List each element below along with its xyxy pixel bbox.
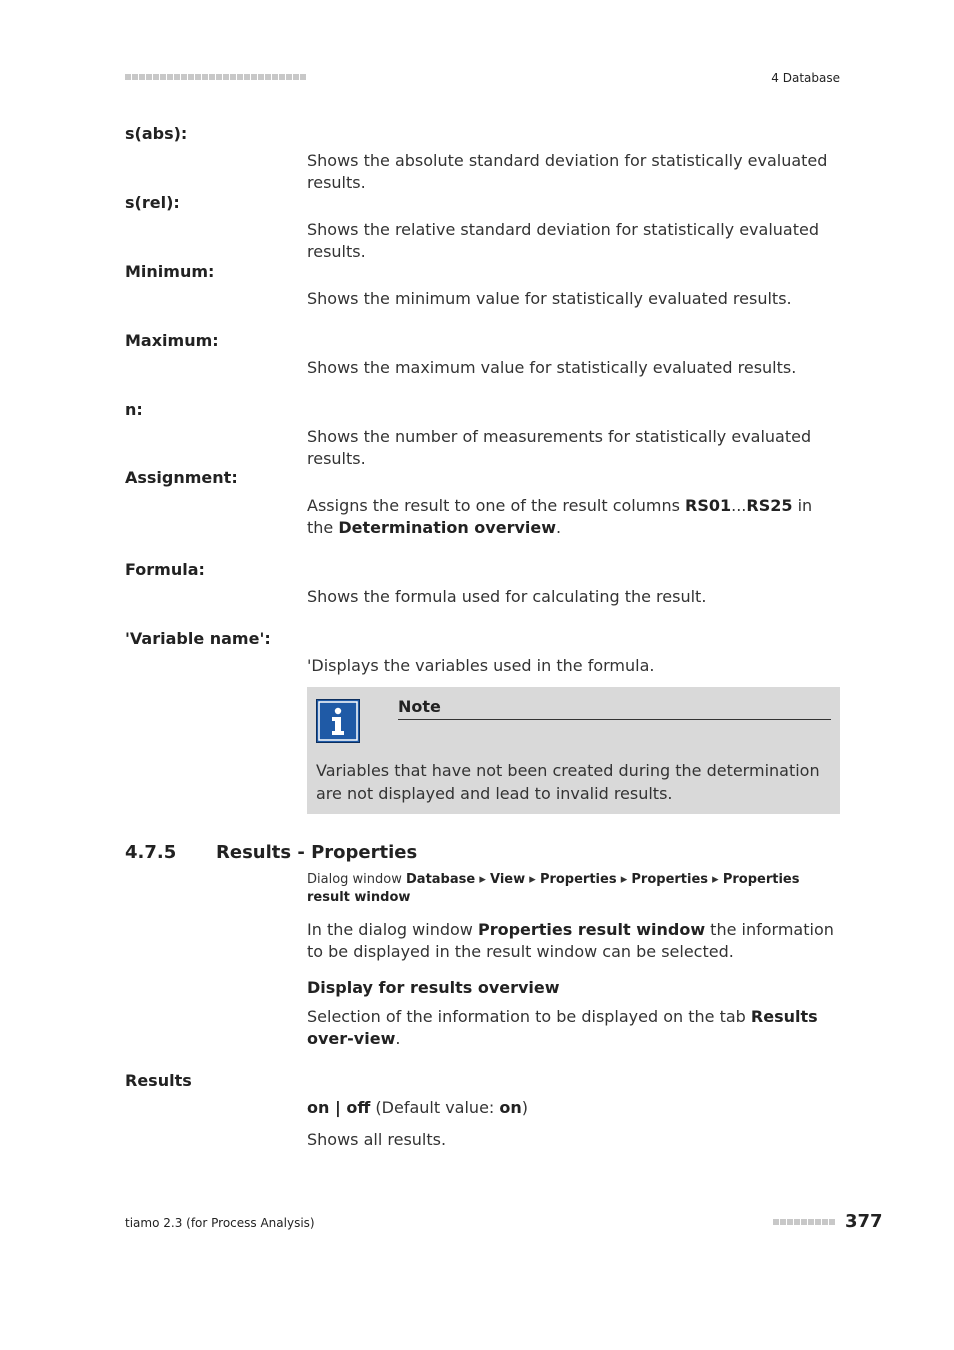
note-title: Note [398,697,441,716]
term-minimum: Minimum: [125,262,215,281]
section-intro: In the dialog window Properties result window the information to be displayed in the result window can be selected. [307,920,834,961]
desc-sabs: Shows the absolute standard deviation for statistically evaluated results. [307,151,828,192]
results-values: on | off (Default value: on) [307,1098,529,1117]
term-formula: Formula: [125,560,205,579]
desc-assignment: Assigns the result to one of the result columns RS01...RS25 in the Determination overview. [307,496,813,537]
term-n: n: [125,400,143,419]
subheading: Display for results overview [307,978,560,997]
desc-srel: Shows the relative standard deviation for statistically evaluated results. [307,220,819,261]
term-variable-name: 'Variable name': [125,629,271,648]
note-box [307,687,840,814]
header-chapter: 4 Database [771,71,840,85]
desc-minimum: Shows the minimum value for statistically evaluated results. [307,289,792,308]
header-decoration [125,74,306,80]
info-icon [316,699,360,743]
results-desc: Shows all results. [307,1130,447,1149]
page-number: 377 [845,1211,883,1232]
note-divider [398,719,831,720]
term-maximum: Maximum: [125,331,219,350]
term-srel: s(rel): [125,193,180,212]
desc-formula: Shows the formula used for calculating the result. [307,587,707,606]
subheading-text: Selection of the information to be displayed on the tab Results over-view. [307,1007,818,1048]
section-title: Results - Properties [216,842,418,863]
term-assignment: Assignment: [125,468,238,487]
term-results: Results [125,1071,192,1090]
desc-n: Shows the number of measurements for statistically evaluated results. [307,427,812,468]
note-text: Variables that have not been created during the determination are not displayed and lead to invalid results. [316,761,820,803]
dialog-path: Dialog window Database ▸ View ▸ Properties ▸ Properties ▸ Properties result window [307,872,800,905]
term-sabs: s(abs): [125,124,188,143]
footer-product: tiamo 2.3 (for Process Analysis) [125,1216,315,1230]
section-number: 4.7.5 [125,842,177,863]
desc-variable-name: 'Displays the variables used in the formula. [307,656,655,675]
footer-decoration [773,1219,835,1225]
desc-maximum: Shows the maximum value for statistically evaluated results. [307,358,797,377]
